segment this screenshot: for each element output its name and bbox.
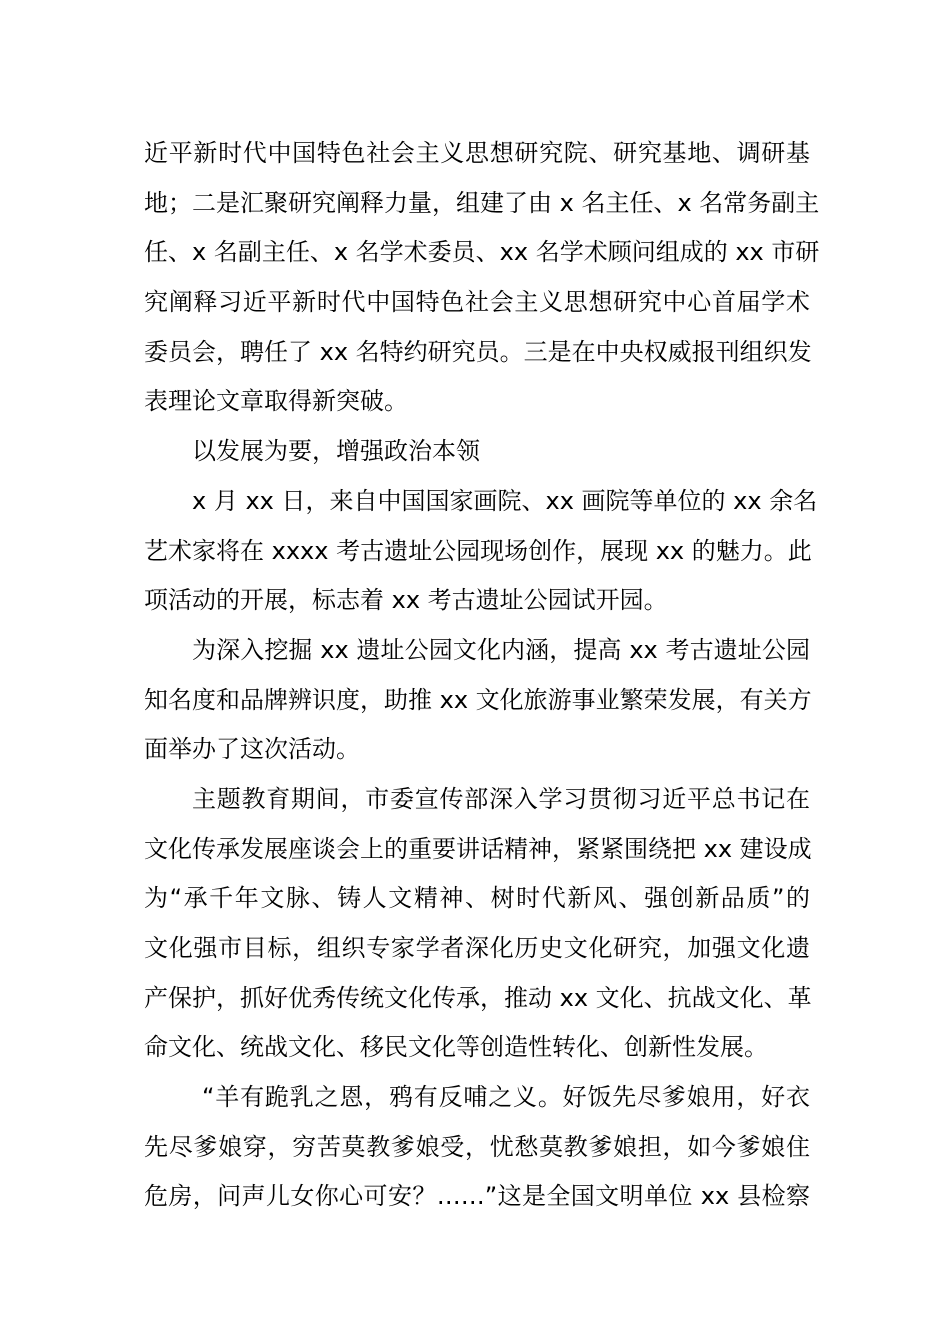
text-line: 为深入挖掘 xx 遗址公园文化内涵，提高 xx 考古遗址公园 <box>192 635 810 664</box>
text-line: 危房，问声儿女你心可安？……”这是全国文明单位 xx 县检察 <box>144 1182 810 1211</box>
text-line: 以发展为要，增强政治本领 <box>192 437 480 466</box>
paragraph <box>144 477 818 626</box>
text-line: 地；二是汇聚研究阐释力量，组建了由 x 名主任、x 名常务副主 <box>144 188 820 217</box>
paragraph <box>144 1073 810 1222</box>
text-line: 委员会，聘任了 xx 名特约研究员。三是在中央权威报刊组织发 <box>144 337 812 366</box>
text-line: 艺术家将在 xxxx 考古遗址公园现场创作，展现 xx 的魅力。此 <box>144 536 812 565</box>
paragraph <box>144 626 810 775</box>
text-line: 面举办了这次活动。 <box>144 735 360 764</box>
paragraph <box>144 129 820 427</box>
text-line: 主题教育期间，市委宣传部深入学习贯彻习近平总书记在 <box>192 784 810 813</box>
text-line: 产保护，抓好优秀传统文化传承，推动 xx 文化、抗战文化、革 <box>144 983 812 1012</box>
text-line: 为“承千年文脉、铸人文精神、树时代新风、强创新品质”的 <box>144 884 810 913</box>
document-page <box>144 129 820 1222</box>
text-line: x 月 xx 日，来自中国国家画院、xx 画院等单位的 xx 余名 <box>192 486 818 515</box>
section-heading <box>144 427 810 477</box>
text-line: “羊有跪乳之恩，鸦有反哺之义。好饭先尽爹娘用，好衣 <box>202 1083 810 1112</box>
text-line: 表理论文章取得新突破。 <box>144 387 408 416</box>
text-line: 近平新时代中国特色社会主义思想研究院、研究基地、调研基 <box>144 139 810 167</box>
text-line: 任、x 名副主任、x 名学术委员、xx 名学术顾问组成的 xx 市研 <box>144 238 820 267</box>
text-line: 知名度和品牌辨识度，助推 xx 文化旅游事业繁荣发展，有关方 <box>144 685 812 714</box>
text-line: 究阐释习近平新时代中国特色社会主义思想研究中心首届学术 <box>144 288 810 317</box>
text-line: 命文化、统战文化、移民文化等创造性转化、创新性发展。 <box>144 1033 768 1062</box>
text-line: 文化传承发展座谈会上的重要讲话精神，紧紧围绕把 xx 建设成 <box>144 834 812 863</box>
text-line: 文化强市目标，组织专家学者深化历史文化研究，加强文化遗 <box>144 934 810 962</box>
text-line: 项活动的开展，标志着 xx 考古遗址公园试开园。 <box>144 586 668 615</box>
paragraph <box>144 775 810 1073</box>
text-line: 先尽爹娘穿，穷苦莫教爹娘受，忧愁莫教爹娘担，如今爹娘住 <box>144 1132 810 1161</box>
